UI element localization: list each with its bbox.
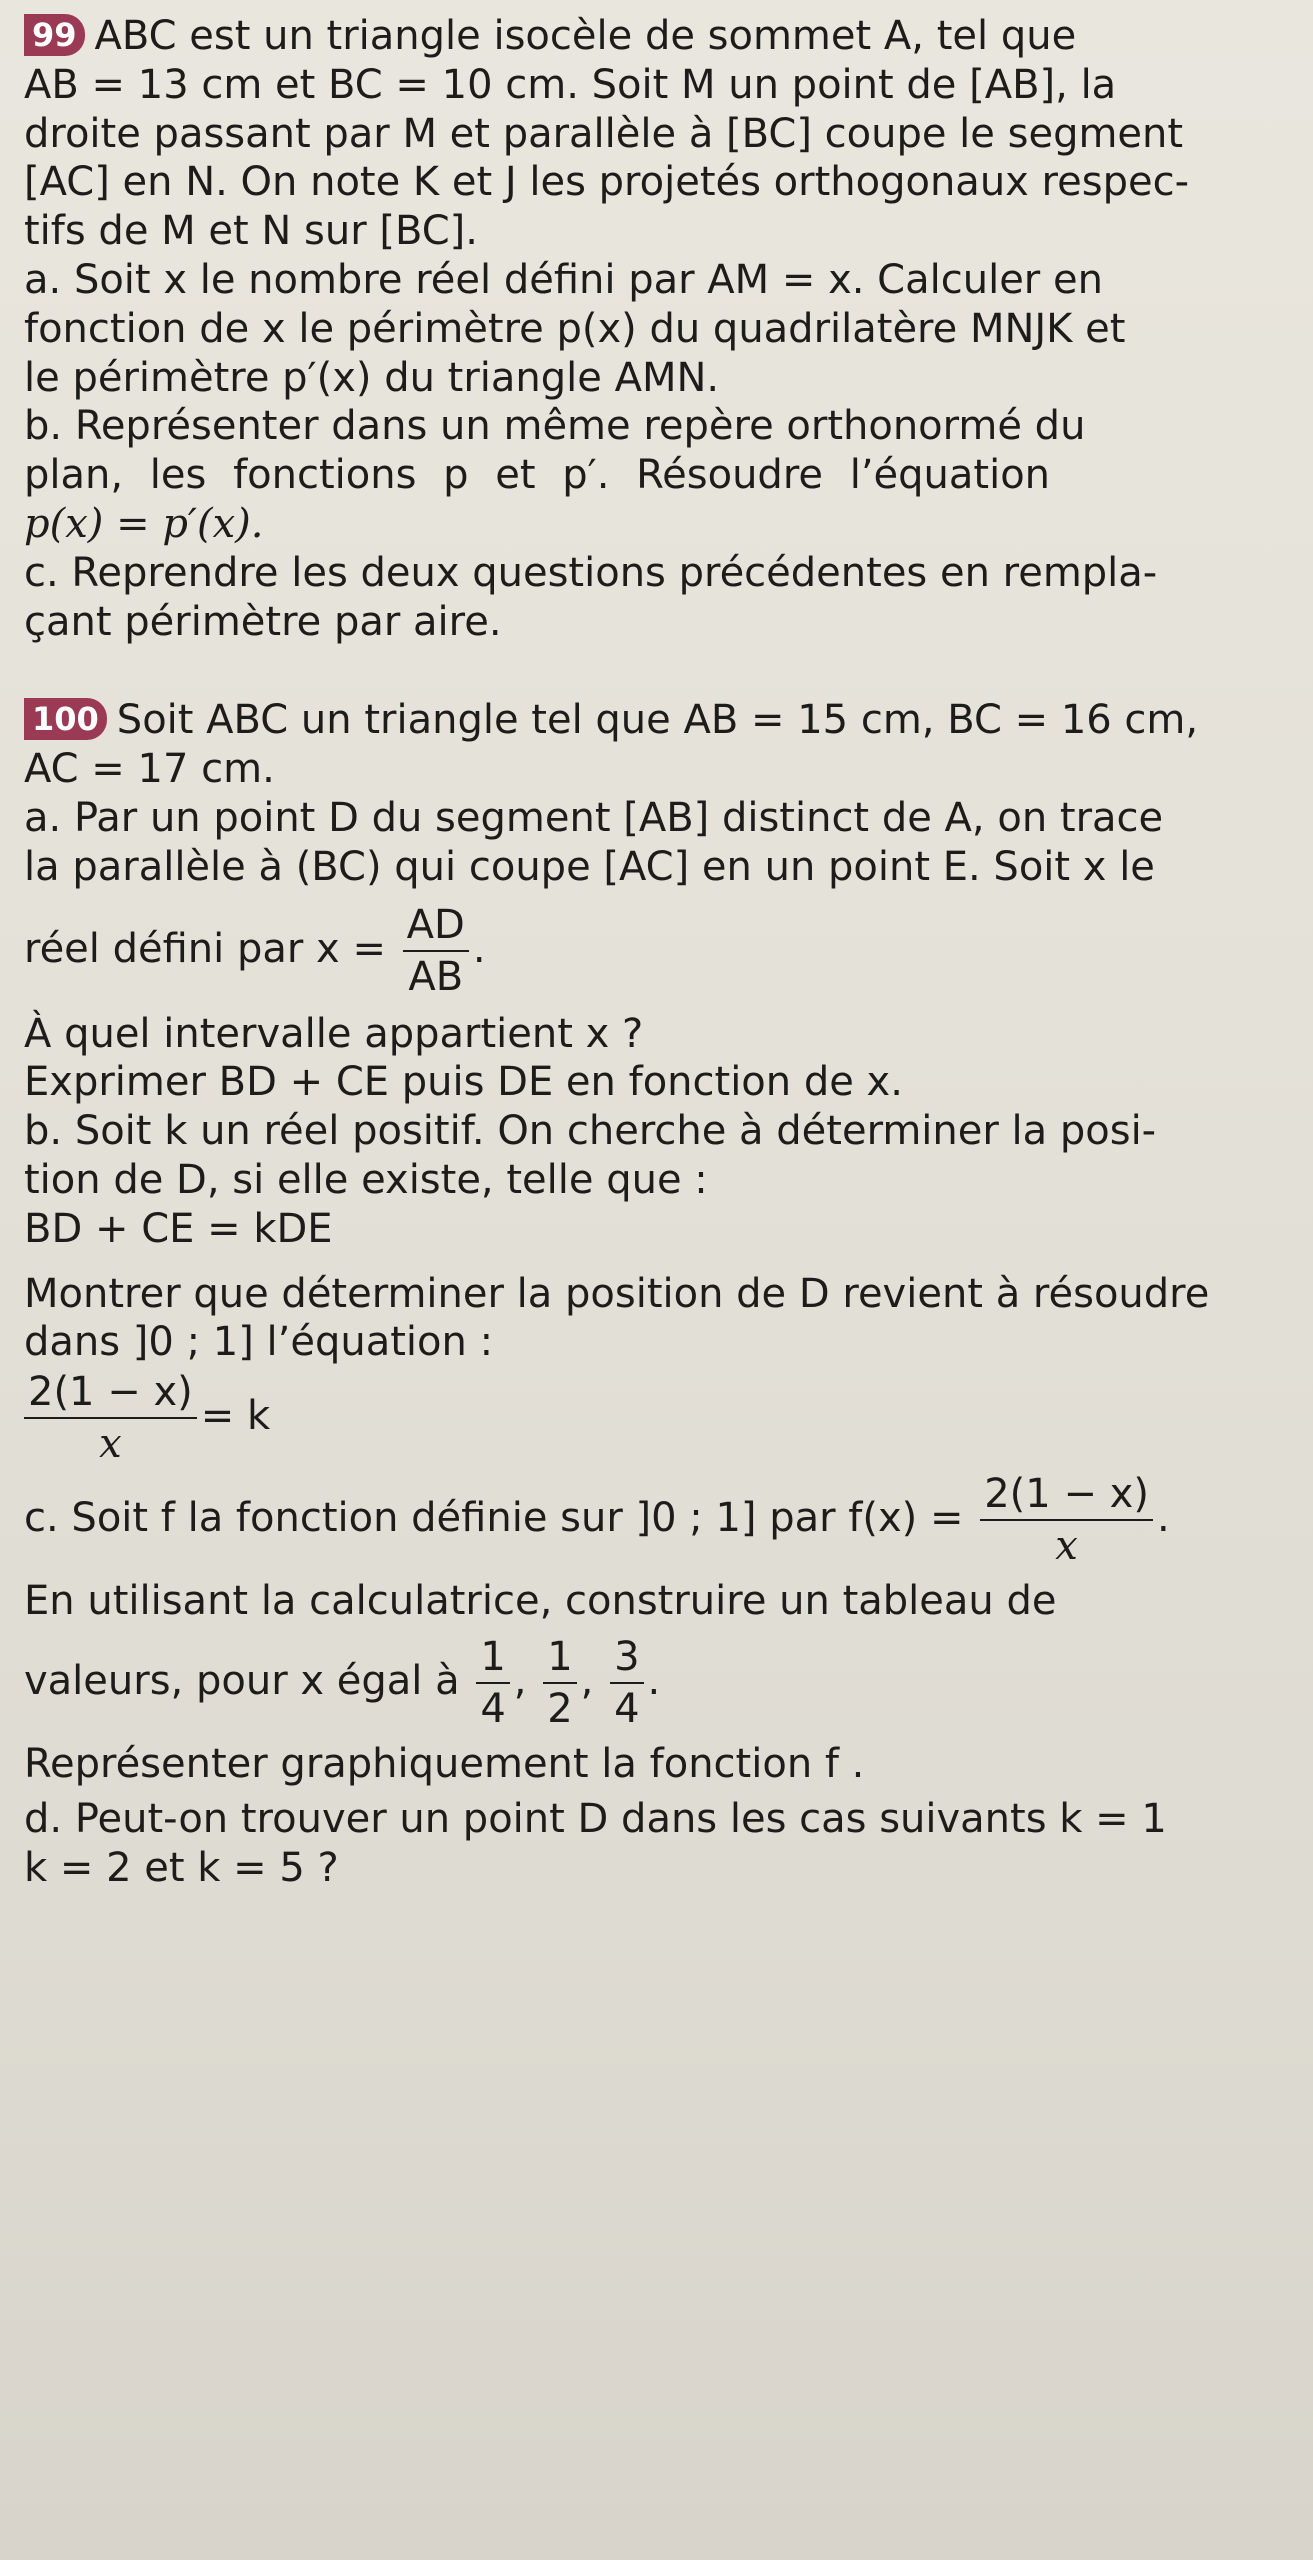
exercise-100-part-a-line-1: a. Par un point D du segment [AB] distinct de A, on trace (24, 794, 1164, 841)
exercise-100-part-a-line-5: Exprimer BD + CE puis DE en fonction de x. (24, 1059, 903, 1106)
fraction-2-1-minus-x-over-x (24, 1369, 197, 1467)
fraction-one-half-denominator: 2 (547, 1685, 573, 1732)
exercise-100-part-b-line-5: dans ]0 ; 1] l’équation : (24, 1319, 494, 1366)
exercise-99-line-3: droite passant par M et parallèle à [BC] coupe le segment (24, 110, 1184, 157)
fraction-one-quarter (476, 1634, 509, 1732)
values-text: valeurs, pour x égal à (24, 1657, 460, 1704)
exercise-100-part-c-line-1 (24, 1471, 1295, 1569)
exercise-100-part-d-line-2: k = 2 et k = 5 ? (24, 1844, 339, 1891)
separator-1: , (513, 1657, 527, 1704)
exercise-100-line-1 (24, 696, 1295, 745)
ratio-ad-ab (403, 902, 469, 1000)
equals-k: = k (200, 1393, 271, 1440)
exercise-99-line-2: AB = 13 cm et BC = 10 cm. Soit M un point de [AB], la (24, 61, 1117, 108)
exercise-99-text: ABC est un triangle isocèle de sommet A, tel que (94, 13, 1077, 59)
exercise-99-part-a-line-3: le périmètre p′(x) du triangle AMN. (24, 354, 720, 401)
exercise-100-part-c-line-4: Représenter graphiquement la fonction f . (24, 1740, 865, 1787)
exercise-99-line-5: tifs de M et N sur [BC]. (24, 208, 478, 255)
exercise-99-line-1 (24, 12, 1295, 61)
definition-text: réel défini par x = (24, 925, 386, 972)
fraction-one-quarter-denominator: 4 (480, 1685, 506, 1732)
exercise-100-text: Soit ABC un triangle tel que AB = 15 cm, BC = 16 cm, (116, 697, 1199, 744)
exercise-100-part-a-line-2: la parallèle à (BC) qui coupe [AC] en un point E. Soit x le (24, 843, 1155, 890)
function-fraction-numerator: 2(1 − x) (980, 1471, 1153, 1521)
values-period: . (647, 1657, 661, 1704)
exercise-99-line-4: [AC] en N. On note K et J les projetés orthogonaux respec- (24, 159, 1189, 206)
exercise-99-equation: p(x) = p′(x). (24, 500, 264, 547)
exercise-99 (24, 12, 1295, 646)
exercise-100-part-a-line-4: À quel intervalle appartient x ? (24, 1010, 644, 1057)
exercise-99-part-a-line-1: a. Soit x le nombre réel défini par AM = x. Calculer en (24, 256, 1103, 303)
exercise-100-line-2: AC = 17 cm. (24, 746, 275, 793)
fraction-one-half-numerator: 1 (543, 1634, 576, 1684)
fraction-one-half (543, 1634, 576, 1732)
fraction-numerator: 2(1 − x) (24, 1369, 197, 1419)
function-fraction (980, 1471, 1153, 1569)
function-definition-text: c. Soit f la fonction définie sur ]0 ; 1] par f(x) = (24, 1495, 964, 1542)
definition-period: . (472, 925, 486, 972)
exercise-100-part-c-line-2: En utilisant la calculatrice, construire un tableau de (24, 1578, 1057, 1625)
exercise-100-part-c-line-3 (24, 1634, 1295, 1732)
fraction-three-quarters-numerator: 3 (610, 1634, 643, 1684)
exercise-99-part-a-line-2: fonction de x le périmètre p(x) du quadrilatère MNJK et (24, 305, 1126, 352)
exercise-100-part-b-line-4: Montrer que déterminer la position de D revient à résoudre (24, 1270, 1210, 1317)
exercise-99-part-c-line-2: çant périmètre par aire. (24, 598, 502, 645)
exercise-100-part-b-line-2: tion de D, si elle existe, telle que : (24, 1156, 708, 1203)
exercise-99-part-c-line-1: c. Reprendre les deux questions précédentes en rempla- (24, 549, 1158, 596)
exercise-100-part-a-line-3 (24, 902, 1295, 1000)
fraction-denominator: x (99, 1421, 122, 1468)
function-fraction-denominator: x (1055, 1523, 1078, 1570)
exercise-99-part-b-line-1: b. Représenter dans un même repère orthonormé du (24, 403, 1086, 450)
exercise-99-part-b-line-2: plan, les fonctions p et p′. Résoudre l’équation (24, 452, 1051, 499)
exercise-100-part-b-line-1: b. Soit k un réel positif. On cherche à déterminer la posi- (24, 1108, 1157, 1155)
exercise-100-part-d-line-1: d. Peut-on trouver un point D dans les cas suivants k = 1 (24, 1795, 1167, 1842)
exercise-100-number-badge: 100 (24, 698, 107, 740)
separator-2: , (580, 1657, 594, 1704)
exercise-100 (24, 696, 1295, 1892)
exercise-100-equation-fraction (24, 1369, 1295, 1467)
ratio-numerator: AD (403, 902, 469, 952)
ratio-denominator: AB (408, 953, 464, 1000)
function-period: . (1156, 1495, 1170, 1542)
exercise-99-number-badge: 99 (24, 14, 85, 56)
fraction-three-quarters (610, 1634, 643, 1732)
fraction-one-quarter-numerator: 1 (476, 1634, 509, 1684)
fraction-three-quarters-denominator: 4 (614, 1685, 640, 1732)
exercise-100-equation-bd-ce: BD + CE = kDE (24, 1205, 333, 1252)
